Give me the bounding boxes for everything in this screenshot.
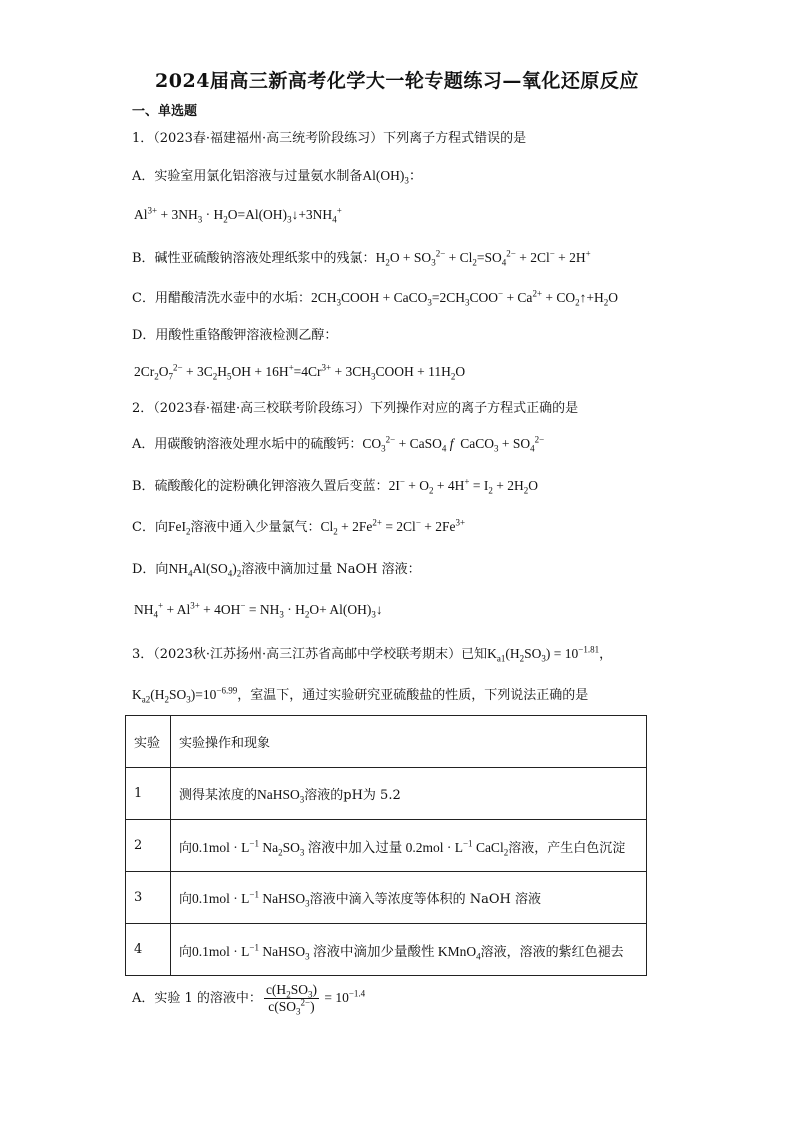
table-cell-id: 4: [126, 924, 171, 976]
q1-option-d: D．用酸性重铬酸钾溶液检测乙醇：: [132, 328, 338, 343]
q2-option-d: D．向$NH_4Al(SO_4)_2$溶液中滴加过量 NaOH 溶液：: [132, 561, 421, 579]
q2-option-c-pre: C．向: [132, 520, 168, 535]
table-cell-id: 2: [126, 820, 171, 872]
q1-option-d-equation: $2Cr_2O_7^{2-} + 3C_2H_5OH + 16H^+=4Cr^{3+}$ + $3CH_3COOH + 11H_2O$: [134, 362, 466, 382]
table-cell-text: 测得某浓度的: [179, 788, 258, 803]
table-row: [126, 820, 647, 872]
q1-option-b-text: B．碱性亚硫酸钠溶液处理纸浆中的残氯：: [132, 251, 376, 266]
q1-option-a: A．实验室用氯化铝溶液与过量氨水制备$Al(OH)_3$：: [132, 168, 423, 186]
q3-stem-line2: $K_{a2}(H_2SO_3)=10^{-6.99}$，室温下，通过实验研究亚硫酸盐的性质，下列说法正确的是: [132, 685, 589, 705]
q2-option-d-post: 溶液中滴加过量 NaOH 溶液：: [241, 562, 421, 577]
table-cell-text: 向: [179, 840, 193, 856]
table-cell-desc: 测得某浓度的NaHSO$_3$溶液的pH为 5.2: [171, 768, 647, 820]
q2-option-a: A．用碳酸钠溶液处理水垢中的硫酸钙：$CO_3^{2-}$ + CaSO$_4$ f CaCO$_3$ + $SO_4^{2-}$: [132, 434, 545, 454]
q2-option-a-text: A．用碳酸钠溶液处理水垢中的硫酸钙：: [132, 437, 363, 452]
table-cell-text: 溶液，产生白色沉淀: [508, 840, 626, 856]
fraction: $\frac{c(H_2SO_3)}{c(SO_3^{2-})}$: [265, 982, 317, 1017]
table-cell-text: 向: [179, 944, 193, 960]
section-heading: 一、单选题: [132, 104, 198, 119]
q3-stem: 3．（2023秋·江苏扬州·高三江苏省高邮中学校联考期末）已知$K_{a1}(H_2SO_3) = 10^{-1.81}$，: [132, 644, 613, 664]
q3-stem-line2-post: ，室温下，通过实验研究亚硫酸盐的性质，下列说法正确的是: [237, 688, 589, 703]
table-cell-id: 1: [126, 768, 171, 820]
q2-stem: 2．（2023春·福建·高三校联考阶段练习）下列操作对应的离子方程式正确的是: [132, 401, 579, 416]
table-row: [126, 924, 647, 976]
table-header: 实验操作和现象: [171, 716, 647, 768]
q1-option-b: B．碱性亚硫酸钠溶液处理纸浆中的残氯：$H_2O + SO_3^{2-} + Cl_2=SO_4^{2-} + 2Cl^- + 2H^+$: [132, 248, 591, 268]
table-cell-text: 溶液中滴入等浓度等体积的 NaOH 溶液: [309, 892, 541, 907]
table-cell-text: 溶液的pH为 5.2: [304, 788, 401, 803]
q1-option-a-equation: $Al^{3+} + 3NH_3$ · $H_2O=Al(OH)_3↓+3NH_4^+$: [134, 205, 342, 225]
table-cell-text: 向: [179, 892, 193, 907]
table-cell-desc: 向$0.1mol \cdot L^{-1}$ $Na_2SO_3$ 溶液中加入过量 $0.2mol \cdot L^{-1}$ CaCl$_2$溶液，产生白色沉淀: [171, 820, 647, 872]
table-header: 实验: [126, 716, 171, 768]
q2-option-b-text: B．硫酸酸化的淀粉碘化钾溶液久置后变蓝：: [132, 479, 389, 494]
table-cell-id: 3: [126, 872, 171, 924]
document-title: 2024届高三新高考化学大一轮专题练习—氧化还原反应: [155, 70, 639, 92]
table-cell-desc: 向$0.1mol \cdot L^{-1}$ NaHSO$_3$ 溶液中滴加少量酸性 KMnO$_4$溶液，溶液的紫红色褪去: [171, 924, 647, 976]
q3-option-a: A．实验 1 的溶液中： $\frac{c(H_2SO_3)}{c(SO_3^{2-})}$ = $10^{-1.4}$: [132, 982, 366, 1017]
q1-stem: 1．（2023春·福建福州·高三统考阶段练习）下列离子方程式错误的是: [132, 131, 527, 146]
q1-option-c-text: C．用醋酸清洗水壶中的水垢：: [132, 291, 311, 306]
table-row: [126, 872, 647, 924]
experiment-table: [125, 715, 647, 976]
q2-option-c-post: 溶液中通入少量氯气：: [190, 520, 321, 535]
q3-option-a-text: A．实验 1 的溶液中：: [132, 991, 262, 1006]
table-cell-desc: 向$0.1mol \cdot L^{-1}$ NaHSO$_3$溶液中滴入等浓度等体积的 NaOH 溶液: [171, 872, 647, 924]
q2-option-d-pre: D．向: [132, 562, 169, 577]
q3-stem-pre: 3．（2023秋·江苏扬州·高三江苏省高邮中学校联考期末）已知: [132, 647, 488, 662]
q2-option-d-equation: $NH_4^+ + Al^{3+} + 4OH^- = NH_3 \cdot H_2O+$ $Al(OH)_3↓$: [134, 600, 383, 620]
table-row: [126, 768, 647, 820]
q1-option-c: C．用醋酸清洗水壶中的水垢：$2CH_3COOH$ + $CaCO_3=2CH_3COO^- + Ca^{2+}$ + $CO_2↑+H_2O$: [132, 288, 619, 308]
q2-option-c: C．向FeI$_2$溶液中通入少量氯气：$Cl_2 + 2Fe^{2+} = 2Cl^- + 2Fe^{3+}$: [132, 517, 466, 537]
q1-option-a-text: A．实验室用氯化铝溶液与过量氨水制备: [132, 169, 363, 184]
q2-option-b: B．硫酸酸化的淀粉碘化钾溶液久置后变蓝：$2I^- + O_2 + 4H^+ = I_2 + 2H_2O$: [132, 476, 538, 496]
table-cell-text: 溶液，溶液的紫红色褪去: [480, 944, 624, 960]
table-header-row: [126, 716, 647, 768]
